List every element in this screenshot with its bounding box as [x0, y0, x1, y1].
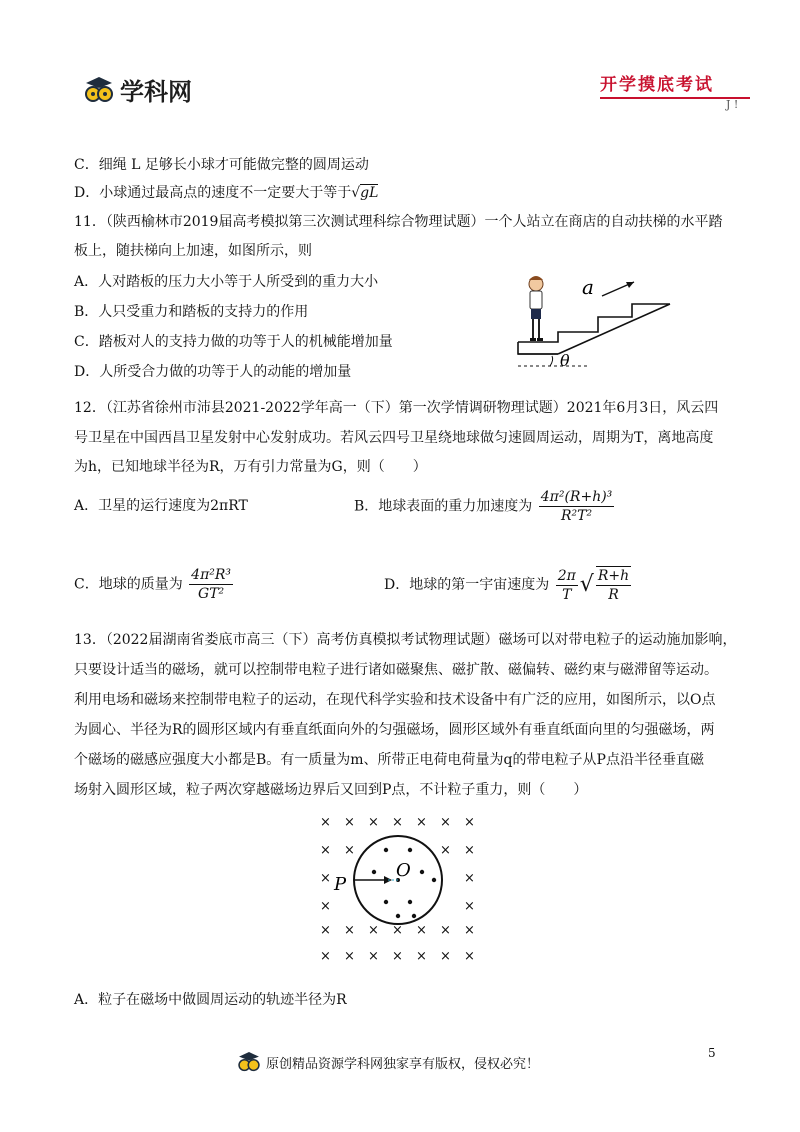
svg-text:×: × [392, 923, 403, 938]
svg-text:×: × [464, 949, 475, 964]
q10-option-d [74, 183, 378, 203]
footer-mascot-icon [236, 1050, 262, 1074]
sqrt-icon: √ [351, 185, 361, 201]
q12-option-d [384, 566, 633, 604]
q12-option-d-fraction-1 [556, 567, 578, 604]
svg-text:×: × [440, 843, 451, 858]
badge-tail: J ! [726, 98, 739, 111]
logo-text: 学科网 [120, 78, 192, 106]
page-number: 5 [708, 1046, 716, 1060]
svg-text:×: × [368, 949, 379, 964]
field-center-o-label: O [396, 860, 411, 881]
q12-option-c-fraction [189, 566, 233, 603]
svg-text:×: × [416, 923, 427, 938]
svg-text:×: × [320, 949, 331, 964]
q12-option-d-fraction-2 [596, 566, 631, 604]
svg-text:×: × [320, 871, 331, 886]
q13-option-a: A．粒子在磁场中做圆周运动的轨迹半径为R [74, 992, 347, 1008]
svg-text:×: × [464, 843, 475, 858]
sqrt-icon: √ [579, 572, 594, 597]
q11-option-b: B．人只受重力和踏板的支持力的作用 [74, 304, 309, 320]
q13-stem-line-2: 只要设计适当的磁场，就可以控制带电粒子进行诸如磁聚焦、磁扩散、磁偏转、磁约束与磁滞留等运动。 [74, 662, 718, 678]
q12-option-b-fraction [539, 488, 615, 525]
q10-option-d-expr: gL [360, 185, 379, 201]
q10-option-d-text: D．小球通过最高点的速度不一定要大于等于 [74, 185, 352, 201]
q12-stem-line-2: 号卫星在中国西昌卫星发射中心发射成功。若风云四号卫星绕地球做匀速圆周运动，周期为T，离地高度 [74, 430, 714, 446]
q12-stem-line-1: 12．（江苏省徐州市沛县2021-2022学年高一（下）第一次学情调研物理试题）2021年6月3日，风云四 [74, 400, 719, 416]
logo [82, 72, 192, 107]
q13-stem-line-4: 为圆心、半径为R的圆形区域内有垂直纸面向外的匀强磁场，圆形区域外有垂直纸面向里的匀强磁场，两 [74, 722, 715, 738]
svg-text:×: × [464, 899, 475, 914]
svg-text:×: × [344, 815, 355, 830]
svg-text:×: × [440, 923, 451, 938]
svg-text:×: × [320, 815, 331, 830]
header [0, 0, 800, 130]
svg-text:×: × [344, 843, 355, 858]
svg-text:×: × [392, 949, 403, 964]
q11-stem-line-2: 板上，随扶梯向上加速，如图所示，则 [74, 243, 312, 259]
q12-option-c-denominator: GT² [198, 586, 225, 602]
q12-option-b-text: B．地球表面的重力加速度为 [354, 498, 533, 515]
q13-stem-line-3: 利用电场和磁场来控制带电粒子的运动，在现代科学实验和技术设备中有广泛的应用，如图所示，以O点 [74, 692, 716, 708]
svg-text:×: × [344, 949, 355, 964]
svg-text:×: × [368, 815, 379, 830]
q12-option-c [74, 566, 235, 603]
q11-stem-line-1: 11．（陕西榆林市2019届高考模拟第三次测试理科综合物理试题）一个人站立在商店的自动扶梯的水平踏 [74, 214, 723, 230]
q12-option-b-numerator: 4π²(R+h)³ [540, 489, 613, 505]
svg-text:×: × [320, 843, 331, 858]
svg-text:×: × [416, 815, 427, 830]
footer [236, 1050, 539, 1074]
person-figure [529, 276, 543, 341]
field-outward-dots [372, 848, 436, 918]
svg-text:×: × [368, 923, 379, 938]
logo-mascot-icon [82, 75, 116, 105]
svg-text:×: × [464, 815, 475, 830]
svg-text:×: × [440, 815, 451, 830]
q12-option-d-denominator-1: T [562, 586, 572, 603]
q11-option-a: A．人对踏板的压力大小等于人所受到的重力大小 [74, 274, 379, 290]
q12-option-a: A．卫星的运行速度为2πRT [74, 498, 248, 514]
svg-text:×: × [464, 923, 475, 938]
field-point-p-label: P [334, 874, 347, 895]
svg-text:×: × [320, 923, 331, 938]
svg-text:×: × [416, 949, 427, 964]
svg-text:×: × [320, 899, 331, 914]
q12-option-d-numerator-2: R+h [597, 568, 630, 584]
exam-badge [600, 70, 750, 99]
escalator-figure [510, 262, 680, 372]
q13-stem-line-5: 个磁场的磁感应强度大小都是B。有一质量为m、所带正电荷电荷量为q的带电粒子从P点沿半径垂直磁 [74, 752, 704, 768]
q12-stem-line-3: 为h，已知地球半径为R，万有引力常量为G，则（ ） [74, 459, 427, 475]
q12-option-d-text: D．地球的第一宇宙速度为 [384, 577, 550, 593]
q12-option-b [354, 488, 616, 525]
q12-option-c-numerator: 4π²R³ [191, 567, 232, 583]
escalator-accel-label: a [582, 275, 594, 299]
escalator-angle-label: θ [560, 351, 570, 370]
magnetic-field-figure [312, 812, 488, 964]
q13-stem-line-1: 13．（2022届湖南省娄底市高三（下）高考仿真模拟考试物理试题）磁场可以对带电粒子的运动施加影响， [74, 632, 737, 648]
q12-option-c-text: C．地球的质量为 [74, 576, 183, 593]
footer-copyright: 原创精品资源学科网独家享有版权，侵权必究！ [266, 1056, 540, 1072]
q11-option-c: C．踏板对人的支持力做的功等于人的机械能增加量 [74, 334, 393, 350]
q11-option-d: D．人所受合力做的功等于人的动能的增加量 [74, 364, 352, 380]
exam-badge-text: 开学摸底考试 [600, 75, 714, 95]
q12-option-b-denominator: R²T² [560, 508, 593, 524]
svg-text:×: × [344, 923, 355, 938]
q12-option-d-numerator-1: 2π [557, 567, 576, 584]
q12-option-d-denominator-2: R [608, 587, 619, 603]
svg-text:×: × [464, 871, 475, 886]
q10-option-c: C．细绳 L 足够长小球才可能做完整的圆周运动 [74, 157, 369, 173]
q13-stem-line-6: 场射入圆形区域，粒子两次穿越磁场边界后又回到P点，不计粒子重力，则（ ） [74, 782, 588, 798]
svg-text:×: × [392, 815, 403, 830]
svg-text:×: × [440, 949, 451, 964]
